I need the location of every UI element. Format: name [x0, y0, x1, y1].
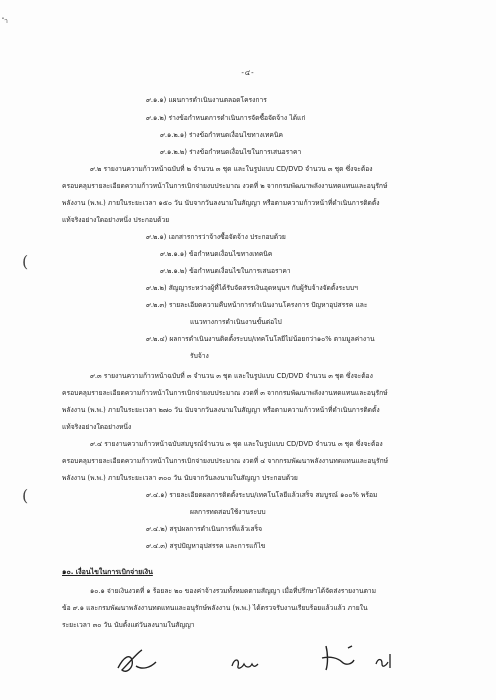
item-9-1-1: ๙.๑.๑) แผนการดำเนินงานตลอดโครงการ: [146, 96, 267, 104]
item-9-4-2: ๙.๔.๒) สรุปผลการดำเนินการที่แล้วเสร็จ: [146, 525, 263, 533]
item-9-2-line-4: แท้จริงอย่างใดอย่างหนึ่ง ประกอบด้วย: [62, 216, 170, 224]
item-9-3-line-1: ๙.๓ รายงานความก้าวหน้าฉบับที่ ๓ จำนวน ๓ ชุด และในรูปแบบ CD/DVD จำนวน ๓ ชุด ซึ่งจะต้อง: [90, 372, 373, 380]
item-9-2-3-line-2: แนวทางการดำเนินงานขั้นต่อไป: [190, 318, 282, 326]
item-9-4-1-line-2: ผลการทดสอบใช้งานระบบ: [190, 508, 266, 516]
signature-3: [318, 640, 368, 676]
item-9-4-line-3: พลังงาน (พ.พ.) ภายในระยะเวลา ๓๐๐ วัน นับจากวันลงนามในสัญญา ประกอบด้วย: [62, 474, 298, 482]
corner-mark: ำ: [4, 17, 8, 25]
item-9-3-line-4: แท้จริงอย่างใดอย่างหนึ่ง: [62, 423, 132, 431]
item-9-4-line-2: ครอบคลุมรายละเอียดความก้าวหน้าในการเบิกจ่ายงบประมาณ งวดที่ ๔ จากกรมพัฒนาพลังงานทดแทนและอนุรักษ์: [62, 457, 389, 465]
section-line-2: ข้อ ๙.๑ และกรมพัฒนาพลังงานทดแทนและอนุรักษ์พลังงาน (พ.พ.) ได้ตรวจรับงานเรียบร้อยแล้วแล้ว ภายใน: [62, 604, 368, 612]
item-9-2-3-line-1: ๙.๒.๓) รายละเอียดความคืบหน้าการดำเนินงานโครงการ ปัญหาอุปสรรค และ: [146, 301, 368, 309]
item-9-3-line-3: พลังงาน (พ.พ.) ภายในระยะเวลา ๒๗๐ วัน นับจากวันลงนามในสัญญา หรือตามความก้าวหน้าที่ดำเนินการติดตั้ง: [62, 406, 380, 414]
item-9-2-line-2: ครอบคลุมรายละเอียดความก้าวหน้าในการเบิกจ่ายงบประมาณ งวดที่ ๒ จากกรมพัฒนาพลังงานทดแทนและอนุรักษ์: [62, 182, 388, 190]
signature-1: [112, 646, 162, 680]
item-9-4-3: ๙.๔.๓) สรุปปัญหาอุปสรรค และการแก้ไข: [146, 542, 266, 550]
binding-hole-mark: (: [22, 252, 29, 271]
page-number: -๔-: [241, 69, 255, 77]
signature-2: [228, 652, 262, 674]
item-9-1-2-2: ๙.๑.๒.๒) ร่างข้อกำหนดเงื่อนไขในการเสนอราคา: [160, 148, 302, 156]
item-9-1-2: ๙.๑.๒) ร่างข้อกำหนดการดำเนินการจัดซื้อจัดจ้าง ได้แก่: [146, 114, 306, 122]
signature-4: [372, 648, 398, 674]
item-9-2-1: ๙.๒.๑) เอกสารการว่าจ้างซื้อจัดจ้าง ประกอบด้วย: [146, 233, 286, 241]
item-9-2-2: ๙.๒.๒) สัญญาระหว่างผู้ที่ได้รับจัดสรรเงินอุดหนุนฯ กับผู้รับจ้างจัดตั้งระบบฯ: [146, 284, 358, 292]
item-9-2-1-2: ๙.๒.๑.๒) ข้อกำหนดเงื่อนไขในการเสนอราคา: [160, 267, 291, 275]
item-9-1-2-1: ๙.๑.๒.๑) ร่างข้อกำหนดเงื่อนไขทางเทคนิค: [160, 131, 283, 139]
item-9-2-4-line-1: ๙.๒.๔) ผลการดำเนินงานติดตั้งระบบ/เทคโนโลยีไม่น้อยกว่า๑๐% ตามมูลค่างาน: [146, 335, 375, 343]
item-9-2-1-1: ๙.๒.๑.๑) ข้อกำหนดเงื่อนไขทางเทคนิค: [160, 250, 273, 258]
item-9-3-line-2: ครอบคลุมรายละเอียดความก้าวหน้าในการเบิกจ่ายงบประมาณ งวดที่ ๓ จากกรมพัฒนาพลังงานทดแทนและอนุรักษ์: [62, 389, 388, 397]
section-heading: ๑๐. เงื่อนไขในการเบิกจ่ายเงิน: [62, 568, 153, 576]
binding-hole-mark: (: [22, 486, 29, 505]
item-9-4-line-1: ๙.๔ รายงานความก้าวหน้าฉบับสมบูรณ์จำนวน ๓ ชุด และในรูปแบบ CD/DVD จำนวน ๓ ชุด ซึ่งจะต้อง: [90, 440, 383, 448]
section-line-3: ระยะเวลา ๓๐ วัน นับตั้งแต่วันลงนามในสัญญา: [62, 621, 195, 629]
section-line-1: ๑๐.๑ จ่ายเงินงวดที่ ๑ ร้อยละ ๒๐ ของค่าจ้างรวมทั้งหมดตามสัญญา เมื่อที่ปรึกษาได้จัดส่งรายงานตาม: [90, 587, 377, 595]
item-9-2-line-1: ๙.๒ รายงานความก้าวหน้าฉบับที่ ๒ จำนวน ๓ ชุด และในรูปแบบ CD/DVD จำนวน ๓ ชุด ซึ่งจะต้อง: [90, 165, 373, 173]
item-9-4-1-line-1: ๙.๔.๑) รายละเอียดผลการติดตั้งระบบ/เทคโนโลยีแล้วเสร็จ สมบูรณ์ ๑๐๐% พร้อม: [146, 491, 378, 499]
item-9-2-line-3: พลังงาน (พ.พ.) ภายในระยะเวลา ๑๕๐ วัน นับจากวันลงนามในสัญญา หรือตามความก้าวหน้าที่ดำเนินการติดตั้ง: [62, 199, 380, 207]
item-9-2-4-line-2: รับจ้าง: [190, 352, 209, 360]
